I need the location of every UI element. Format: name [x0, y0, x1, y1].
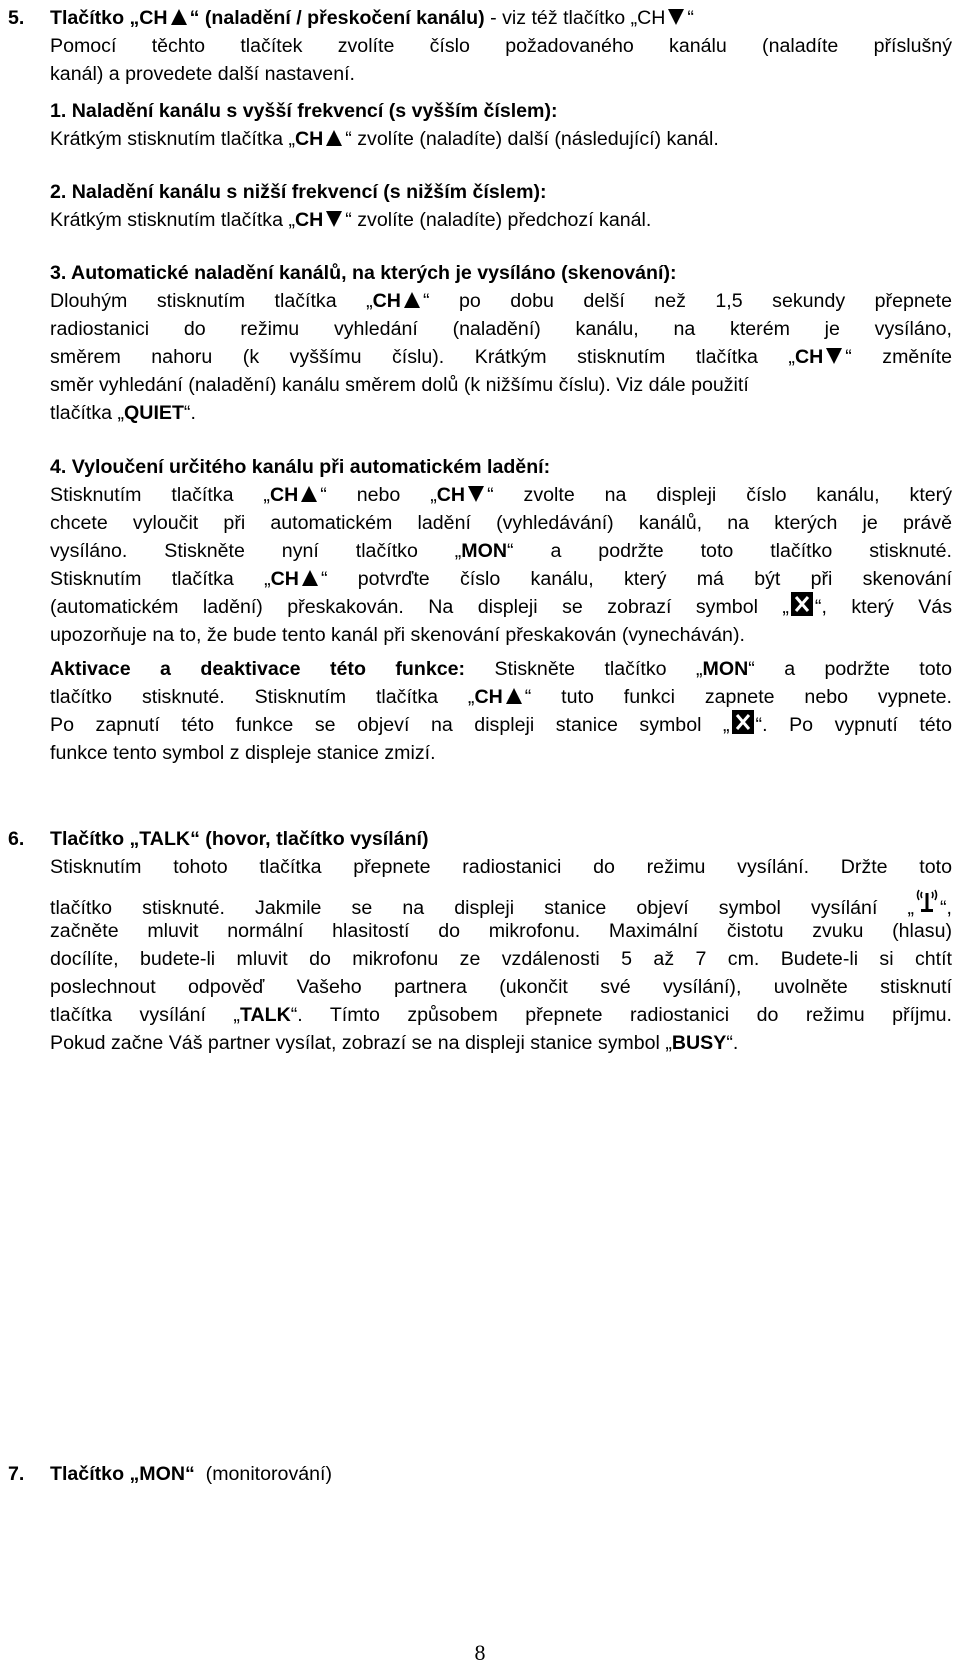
subsection-4-text-line: Stisknutím tlačítka „CH “ potvrďte číslo kanálu, který má být při skenování — [50, 568, 952, 590]
skip-x-icon — [791, 592, 813, 616]
triangle-up-icon — [325, 129, 343, 147]
triangle-up-icon — [170, 8, 188, 26]
subsection-2-text: Krátkým stisknutím tlačítka „CH “ zvolíte (naladíte) předchozí kanál. — [50, 209, 652, 231]
section-6-text-line: tlačítka vysílání „TALK“. Tímto způsobem přepnete radiostanici do režimu příjmu. — [50, 1004, 952, 1026]
subsection-4-text-line: vysíláno. Stiskněte nyní tlačítko „MON“ a podržte toto tlačítko stisknuté. — [50, 540, 952, 562]
triangle-down-icon — [825, 347, 843, 365]
section-6-text-line: Stisknutím tohoto tlačítka přepnete radiostanici do režimu vysílání. Držte toto — [50, 856, 952, 878]
section-6-number: 6. — [8, 828, 25, 850]
triangle-up-icon — [403, 291, 421, 309]
section-5-number: 5. — [8, 7, 25, 29]
section-7-heading: Tlačítko „MON“ (monitorování) — [50, 1463, 333, 1485]
page-number: 8 — [474, 1640, 486, 1665]
section-7-number: 7. — [8, 1463, 25, 1485]
subsection-3-text-line: Dlouhým stisknutím tlačítka „CH “ po dobu delší než 1,5 sekundy přepnete — [50, 290, 952, 312]
section-6-text-line: docílíte, budete-li mluvit do mikrofonu ze vzdálenosti 5 až 7 cm. Budete-li si chtít — [50, 948, 952, 970]
subsection-1-heading: 1. Naladění kanálu s vyšší frekvencí (s vyšším číslem): — [50, 100, 558, 122]
triangle-down-icon — [325, 210, 343, 228]
subsection-3-text-line: směrem nahoru (k vyššímu číslu). Krátkým stisknutím tlačítka „CH “ změníte — [50, 346, 952, 368]
subsection-4-text-line: Stisknutím tlačítka „CH “ nebo „CH “ zvolte na displeji číslo kanálu, který — [50, 484, 952, 506]
subsection-3-text-line: tlačítka „QUIET“. — [50, 402, 196, 424]
subsection-2-heading: 2. Naladění kanálu s nižší frekvencí (s nižším číslem): — [50, 181, 547, 203]
triangle-up-icon — [301, 569, 319, 587]
subsection-4-text-line: funkce tento symbol z displeje stanice zmizí. — [50, 742, 436, 764]
transmit-antenna-icon — [916, 888, 938, 914]
triangle-up-icon — [505, 687, 523, 705]
subsection-4-text-line: (automatickém ladění) přeskakován. Na displeji se zobrazí symbol „ “, který Vás — [50, 592, 952, 622]
subsection-4-text-line: tlačítko stisknuté. Stisknutím tlačítka „CH “ tuto funkci zapnete nebo vypnete. — [50, 686, 952, 708]
section-6-text-line: Pokud začne Váš partner vysílat, zobrazí se na displeji stanice symbol „BUSY“. — [50, 1032, 739, 1054]
skip-x-icon — [732, 710, 754, 734]
subsection-4-text-line: Po zapnutí této funkce se objeví na displeji stanice symbol „ “. Po vypnutí této — [50, 710, 952, 740]
section-6-text-line: poslechnout odpověď Vašeho partnera (ukončit své vysílání), uvolněte stisknutí — [50, 976, 952, 998]
triangle-down-icon — [667, 8, 685, 26]
subsection-4-heading: 4. Vyloučení určitého kanálu při automatickém ladění: — [50, 456, 551, 478]
section-6-heading: Tlačítko „TALK“ (hovor, tlačítko vysílání) — [50, 828, 429, 850]
triangle-up-icon — [300, 485, 318, 503]
section-5-heading: Tlačítko „CH “ (naladění / přeskočení kanálu) - viz též tlačítko „CH “ — [50, 7, 694, 29]
subsection-3-heading: 3. Automatické naladění kanálů, na kterých je vysíláno (skenování): — [50, 262, 677, 284]
section-5-text-line: Pomocí těchto tlačítek zvolíte číslo požadovaného kanálu (naladíte příslušný — [50, 35, 952, 57]
section-6-text-line: tlačítko stisknuté. Jakmile se na displeji stanice objeví symbol vysílání „ “, — [50, 888, 952, 918]
triangle-down-icon — [467, 485, 485, 503]
subsection-3-text-line: radiostanici do režimu vyhledání (naladění) kanálu, na kterém je vysíláno, — [50, 318, 952, 340]
section-5-text-line: kanál) a provedete další nastavení. — [50, 63, 355, 85]
subsection-1-text: Krátkým stisknutím tlačítka „CH “ zvolíte (naladíte) další (následující) kanál. — [50, 128, 719, 150]
subsection-4-text-line: chcete vyloučit při automatickém ladění (vyhledávání) kanálů, na kterých je právě — [50, 512, 952, 534]
subsection-3-text-line: směr vyhledání (naladění) kanálu směrem dolů (k nižšímu číslu). Viz dále použití — [50, 374, 749, 396]
section-6-text-line: začněte mluvit normální hlasitostí do mikrofonu. Maximální čistotu zvuku (hlasu) — [50, 920, 952, 942]
subsection-4-text-line: Aktivace a deaktivace této funkce: Stiskněte tlačítko „MON“ a podržte toto — [50, 658, 952, 680]
subsection-4-text-line: upozorňuje na to, že bude tento kanál při skenování přeskakován (vynecháván). — [50, 624, 745, 646]
